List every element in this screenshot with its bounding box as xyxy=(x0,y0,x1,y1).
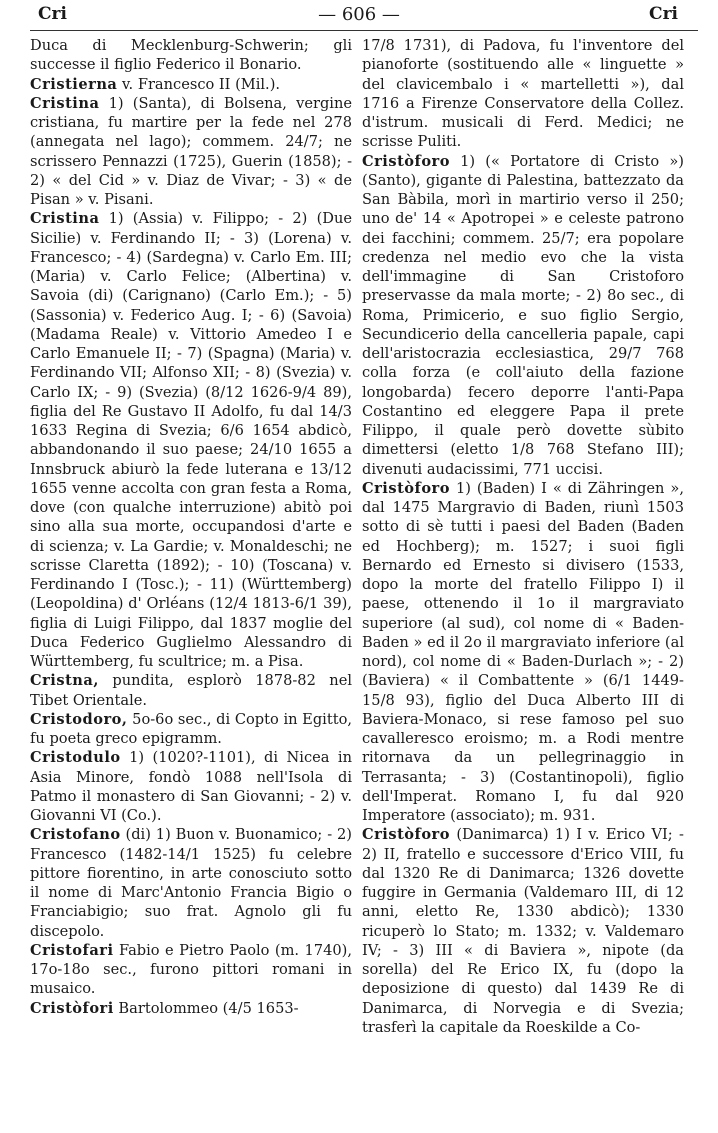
entry-headword: Cristòfori xyxy=(30,999,114,1017)
right-column xyxy=(362,36,684,1128)
page-number: — 606 — xyxy=(318,4,400,25)
entry-text: Fabio e Pietro Paolo (m. 1740), 17o-18o sec., furono pittori romani in musaico. xyxy=(30,941,352,998)
dictionary-entry xyxy=(30,710,352,749)
dictionary-entry xyxy=(30,999,352,1018)
entry-text: 17/8 1731), di Padova, fu l'inventore del pianoforte (sostituendo alle « linguette » del clavicembalo i « martelletti »), dal 1716 a Firenze Conservatore della Collez. d'istrum. musicali di Ferd. Medici; ne scrisse Puliti. xyxy=(362,37,684,151)
header-right-guideword: Cri xyxy=(649,4,678,24)
entry-headword: Cristòforo xyxy=(362,826,450,844)
entry-text: 1) (Baden) I « di Zähringen », dal 1475 Margravio di Baden, riunì 1503 sotto di sè tutti i paesi del Baden (Baden ed Hochberg); m. 1527; i suoi figli Bernardo ed Ernesto si divisero (1533, dopo la morte del fratello Filippo I) il paese, ottenendo il 1o il margraviato superiore (al sud), col nome di « Baden-Baden » ed il 2o il margraviato inferiore (al nord), col nome di « Baden-Durlach »; - 2) (Baviera) « il Combattente » (6/1 1449-15/8 93), figlio del Duca Alberto III di Baviera-Monaco, si rese famoso pel suo cavalleresco eroismo; m. a Rodi mentre ritornava da un pellegrinaggio in Terrasanta; - 3) (Costantinopoli), figlio dell'Imperat. Romano I, fu dal 920 Imperatore (associato); m. 931. xyxy=(362,479,684,824)
entry-headword: Cristna, xyxy=(30,672,99,690)
dictionary-entry xyxy=(30,94,352,210)
entry-text: (di) 1) Buon v. Buonamico; - 2) Francesco (1482-14/1 1525) fu celebre pittore fiorentino, in arte conosciuto sotto il nome di Marc'Antonio Francia Bigio o Franciabigio; suo frat. Agnolo gli fu discepolo. xyxy=(30,826,352,940)
dictionary-entry xyxy=(362,152,684,479)
entry-text: 1) (« Portatore di Cristo ») (Santo), gigante di Palestina, battezzato da San Bàbila, morì in martirio verso il 250; uno de' 14 « Apotropei » e celeste patrono dei facchini; commem. 25/7; era popolare credenza nel medio evo che la vista dell'immagine di San Cristoforo preservasse da mala morte; - 2) 8o sec., di Roma, Primicerio, e suo figlio Sergio, Secundicerio della cancelleria papale, capi dell'aristocrazia ecclesiastica, 29/7 768 colla forza (e coll'aiuto della fazione longobarda) fecero deporre l'anti-Papa Costantino ed eleggere Papa il prete Filippo, il quale però dovette sùbito dimettersi (eletto 1/8 768 Stefano III); divenuti audacissimi, 771 uccisi. xyxy=(362,152,684,478)
entry-text: Duca di Mecklenburg-Schwerin; gli successe il figlio Federico il Bonario. xyxy=(30,37,352,74)
entry-text: (Danimarca) 1) I v. Erico VI; - 2) II, fratello e successore d'Erico VIII, fu dal 1320 Re di Danimarca; 1326 dovette fuggire in Germania (Valdemaro III, di 12 anni, eletto Re, 1330 abdicò); 1330 ricuperò lo Stato; m. 1332; v. Valdemaro IV; - 3) III « di Baviera », nipote (da sorella) del Re Erico IX, fu (dopo la deposizione di questo) dal 1439 Re di Danimarca, di Norvegia e di Svezia; trasferì la capitale da Roeskilde a Co- xyxy=(362,826,684,1036)
dictionary-entry xyxy=(30,825,352,941)
entry-headword: Cristofano xyxy=(30,826,121,844)
entry-headword: Cristòforo xyxy=(362,152,450,170)
entry-headword: Cristodulo xyxy=(30,749,121,767)
left-column xyxy=(30,36,352,1128)
header-rule xyxy=(30,30,698,31)
entry-text: 1) (Assia) v. Filippo; - 2) (Due Sicilie) v. Ferdinando II; - 3) (Lorena) v. Francesco; - 4) (Sardegna) v. Carlo Em. III; (Maria) v. Carlo Felice; (Albertina) v. Savoia (di) (Carignano) (Carlo Em.); - 5) (Sassonia) v. Federico Aug. I; - 6) (Savoia) (Madama Reale) v. Vittorio Amedeo I e Carlo Emanuele II; - 7) (Spagna) (Maria) v. Ferdinando VII; Alfonso XII; - 8) (Svezia) v. Carlo IX; - 9) (Svezia) (8/12 1626-9/4 89), figlia del Re Gustavo II Adolfo, fu dal 14/3 1633 Regina di Svezia; 6/6 1654 abdicò, abbandonando il suo paese; 24/10 1655 a Innsbruck abiurò la fede luterana e 13/12 1655 venne accolta con gran festa a Roma, dove (con qualche interruzione) abitò poi sino alla sua morte, occupandosi d'arte e di scienza; v. La Gardie; v. Monaldeschi; ne scrisse Claretta (1892); - 10) (Toscana) v. Ferdinando I (Tosc.); - 11) (Württemberg) (Leopoldina) d' Orléans (12/4 1813-6/1 39), figlia di Luigi Filippo, dal 1837 moglie del Duca Federico Guglielmo Alessandro di Württemberg, fu scultrice; m. a Pisa. xyxy=(30,210,352,670)
dictionary-entry xyxy=(30,209,352,671)
dictionary-entry xyxy=(30,75,352,94)
dictionary-entry xyxy=(362,479,684,826)
dictionary-entry xyxy=(30,941,352,999)
entry-text: v. Francesco II (Mil.). xyxy=(117,75,281,93)
entry-text: Bartolommeo (4/5 1653- xyxy=(113,999,299,1017)
dictionary-entry xyxy=(362,36,684,152)
entry-text: pundita, esplorò 1878-82 nel Tibet Orientale. xyxy=(30,672,352,709)
entry-headword: Cristòforo xyxy=(362,479,450,497)
entry-headword: Cristodoro, xyxy=(30,710,128,728)
dictionary-entry xyxy=(362,825,684,1037)
entry-headword: Cristofari xyxy=(30,941,114,959)
entry-text: 1) (1020?-1101), di Nicea in Asia Minore, fondò 1088 nell'Isola di Patmo il monastero di San Giovanni; - 2) v. Giovanni VI (Co.). xyxy=(30,749,352,824)
entry-text: 1) (Santa), di Bolsena, vergine cristiana, fu martire per la fede nel 278 (annegata nel lago); commem. 24/7; ne scrissero Pennazzi (1725), Guerin (1858); - 2) « del Cid » v. Diaz de Vivar; - 3) « de Pisan » v. Pisani. xyxy=(30,94,352,208)
entry-headword: Cristina xyxy=(30,94,100,112)
dictionary-entry xyxy=(30,748,352,825)
entry-text: 5o-6o sec., di Copto in Egitto, fu poeta greco epigramm. xyxy=(30,710,352,747)
entry-headword: Cristina xyxy=(30,210,100,228)
dictionary-entry xyxy=(30,36,352,75)
entry-headword: Cristierna xyxy=(30,75,118,93)
dictionary-entry xyxy=(30,671,352,710)
page-header xyxy=(0,0,718,36)
header-left-guideword: Cri xyxy=(38,4,67,24)
